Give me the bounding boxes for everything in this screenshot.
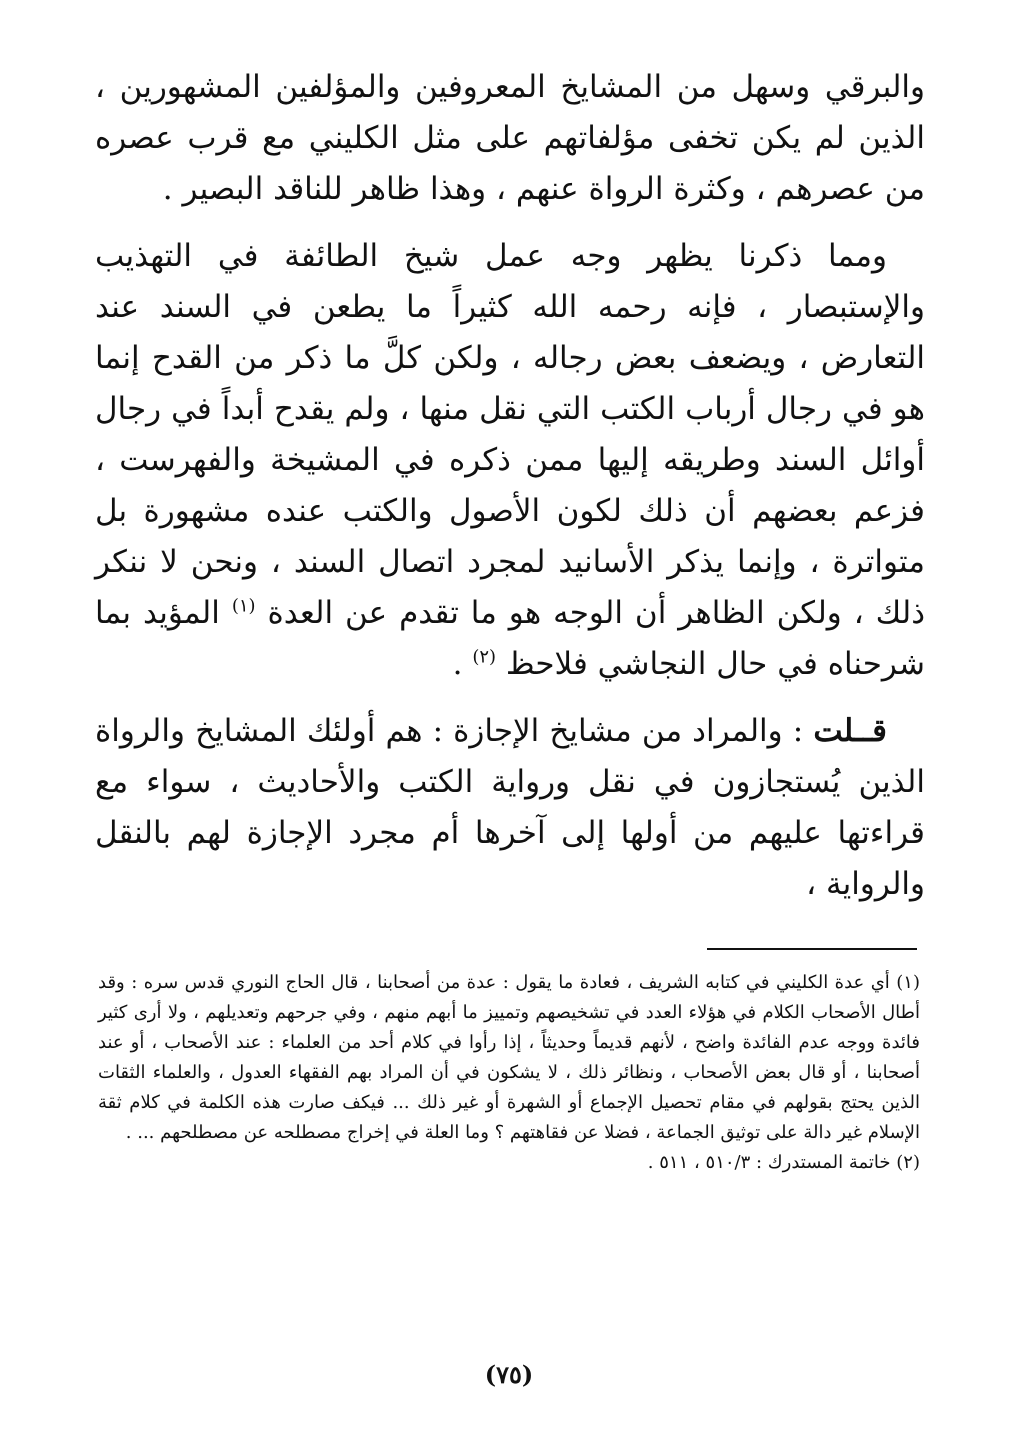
footnote-separator xyxy=(707,948,917,950)
paragraph-3 xyxy=(95,706,925,910)
paragraph-2-end: . xyxy=(452,646,473,682)
paragraph-3-text: : والمراد من مشايخ الإجازة : هم أولئك المشايخ والرواة الذين يُستجازون في نقل ورواية الكتب والأحاديث ، سواء مع قراءتها عليهم من أولها إلى آخرها أم مجرد الإجازة لهم بالنقل والرواية ، xyxy=(95,713,925,902)
paragraph-1: والبرقي وسهل من المشايخ المعروفين والمؤلفين المشهورين ، الذين لم يكن تخفى مؤلفاتهم على مثل الكليني مع قرب عصره من عصرهم ، وكثرة الرواة عنهم ، وهذا ظاهر للناقد البصير . xyxy=(95,69,925,207)
paragraph-2-text: ومما ذكرنا يظهر وجه عمل شيخ الطائفة في التهذيب والإستبصار ، فإنه رحمه الله كثيراً ما يطعن في السند عند التعارض ، ويضعف بعض رجاله ، ولكن كلَّ ما ذكر من القدح إنما هو في رجال أرباب الكتب التي نقل منها ، ولم يقدح أبداً في رجال أوائل السند وطريقه إليها ممن ذكره في المشيخة والفهرست ، فزعم بعضهم أن ذلك لكون الأصول والكتب عنده مشهورة بل متواترة ، وإنما يذكر الأسانيد لمجرد اتصال السند ، ونحن لا ننكر ذلك ، ولكن الظاهر أن الوجه هو ما تقدم عن العدة xyxy=(95,238,926,631)
footnote-2: (٢) خاتمة المستدرك : ٥١٠/٣ ، ٥١١ . xyxy=(647,1152,920,1173)
paragraph-2-text-b: المؤيد بما شرحناه في حال النجاشي فلاحظ xyxy=(95,595,925,682)
footnote-ref-2[interactable]: (٢) xyxy=(472,646,497,668)
page-number: (٧٥) xyxy=(484,1360,534,1389)
paragraph-3-label: قــلت xyxy=(813,713,887,749)
paragraph-2 xyxy=(95,231,925,690)
footnote-ref-1[interactable]: (١) xyxy=(231,595,256,617)
footnote-1: (١) أي عدة الكليني في كتابه الشريف ، فعادة ما يقول : عدة من أصحابنا ، قال الحاج النوري قدس سره : وقد أطال الأصحاب الكلام في هؤلاء العدد في تشخيصهم وتمييز ما أبهم منهم ، وفي جرحهم وتعديلهم ، ولا أرى كثير فائدة ووجه عدم الفائدة واضح ، لأنهم قديماً وحديثاً ، إذا رأوا في كلام أحد من العلماء : عند الأصحاب ، أو عند أصحابنا ، أو قال بعض الأصحاب ، ونظائر ذلك ، لا يشكون في أن المراد بهم الفقهاء العدول ، والعلماء الثقات الذين يحتج بقولهم في مقام تحصيل الإجماع أو الشهرة أو غير ذلك ... فيكف صارت هذه الكلمة في كلام ثقة الإسلام غير دالة على توثيق الجماعة ، فضلا عن فقاهتهم ؟ وما العلة في إخراج مصطلحه عن مصطلحهم ... . xyxy=(98,972,920,1143)
main-text xyxy=(95,62,925,910)
footnotes xyxy=(98,968,920,1178)
